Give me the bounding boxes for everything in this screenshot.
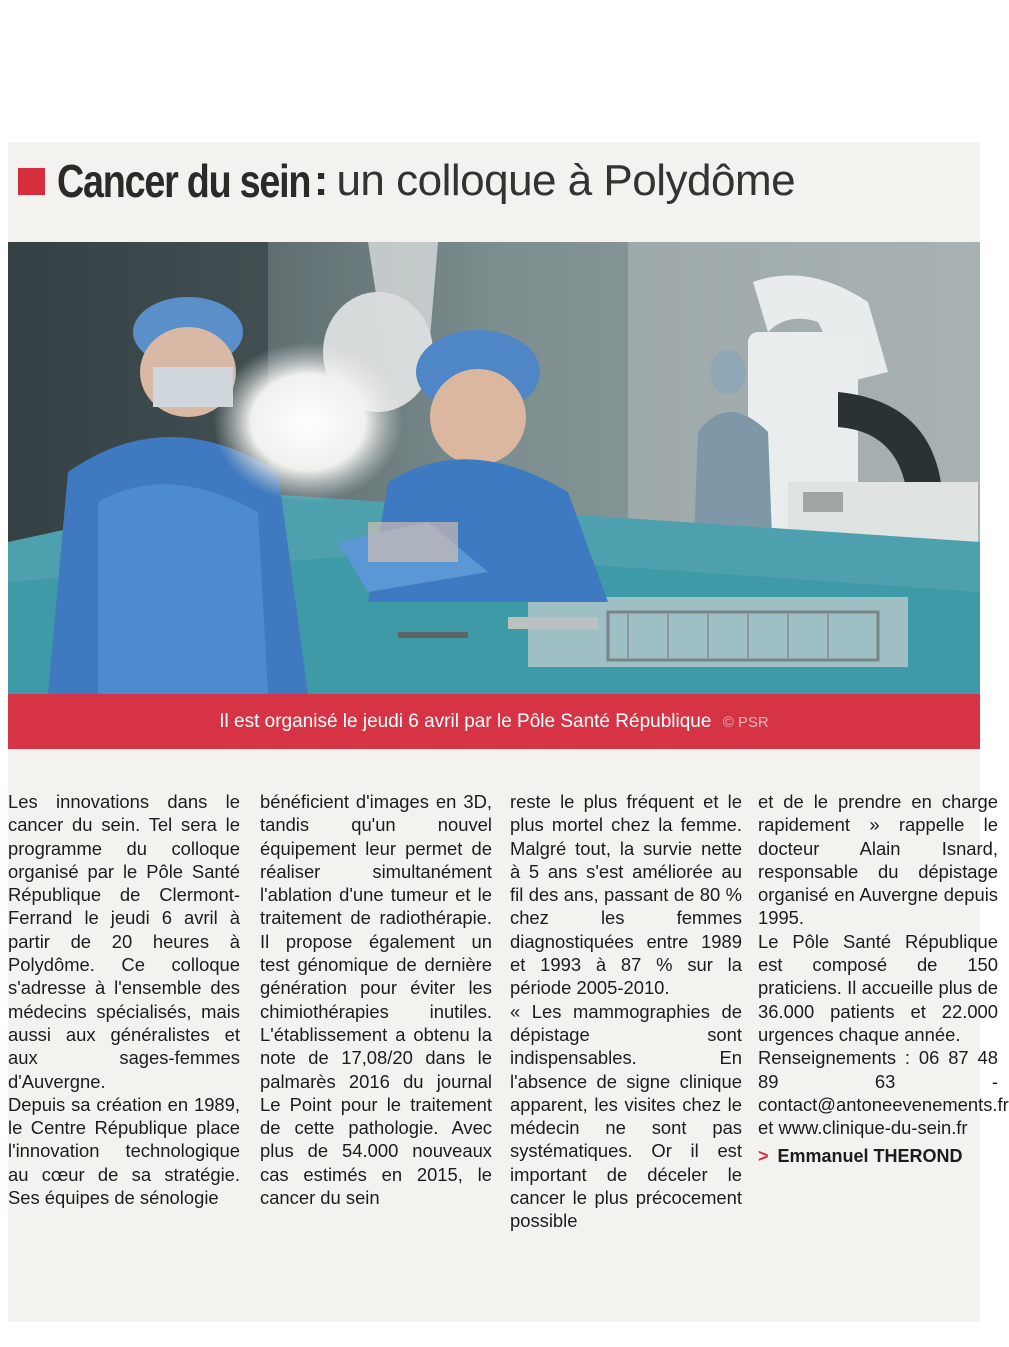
contact-info: Renseignements : 06 87 48 89 63 - contact@antoneevenements.fr et www.clinique-du-sein.fr	[758, 1047, 1009, 1139]
headline	[18, 148, 980, 214]
photo-credit: © PSR	[722, 714, 769, 731]
paragraph: bénéficient d'images en 3D, tandis qu'un nouvel équipement leur permet de réaliser simultanément l'ablation d'une tumeur et le traitement de radiothérapie. Il propose également un test génomique de dernière génération pour éviter les chimiothérapies inutiles. L'établissement a obtenu la note de 17,08/20 dans le palmarès 2016 du journal Le Point pour le traitement de cette pathologie. Avec plus de 54.000 nouveaux cas estimés en 2015, le cancer du sein	[260, 791, 492, 1209]
photo-caption	[8, 694, 980, 749]
article-column-3	[510, 790, 742, 1233]
paragraph: « Les mammographies de dépistage sont indispensables. En l'absence de signe clinique apparent, les visites chez le médecin ne sont pas systématiques. Or il est important de déceler le cancer le plus précocement possible	[510, 1000, 742, 1232]
signature-marker: >	[758, 1146, 769, 1167]
newspaper-clipping	[8, 142, 1009, 1322]
red-square-icon	[18, 168, 45, 195]
caption-text: Il est organisé le jeudi 6 avril par le Pôle Santé République	[219, 711, 712, 732]
paragraph: Le Pôle Santé République est composé de 150 praticiens. Il accueille plus de 36.000 patients et 22.000 urgences chaque année.	[758, 930, 998, 1045]
headline-bold: Cancer du sein	[57, 155, 311, 207]
paragraph: et de le prendre en charge rapidement » rappelle le docteur Alain Isnard, responsable du dépistage organisé en Auvergne depuis 1995.	[758, 791, 998, 929]
paragraph: reste le plus fréquent et le plus mortel chez la femme. Malgré tout, la survie nette à 5 ans s'est améliorée au fil des ans, passant de 80 % chez les femmes diagnostiquées entre 1989 et 1993 à 87 % sur la période 2005-2010.	[510, 791, 742, 999]
article-column-1	[8, 790, 240, 1209]
article-body	[8, 790, 1009, 1240]
paragraph: Depuis sa création en 1989, le Centre République place l'innovation technologique au cœur de sa stratégie. Ses équipes de sénologie	[8, 1093, 240, 1209]
headline-colon: :	[313, 156, 329, 205]
paragraph: Les innovations dans le cancer du sein. Tel sera le programme du colloque organisé par le Pôle Santé République de Clermont-Ferrand le jeudi 6 avril à partir de 20 heures à Polydôme. Ce colloque s'adresse à l'ensemble des médecins spécialisés, mais aussi aux généralistes et aux sages-femmes d'Auvergne.	[8, 791, 240, 1092]
author-signature	[758, 1145, 998, 1168]
author-name: Emmanuel THEROND	[777, 1146, 963, 1167]
article-column-4	[758, 790, 1009, 1169]
surgery-photo	[8, 242, 980, 694]
article-column-2	[260, 790, 492, 1209]
surgery-illustration	[8, 242, 980, 694]
headline-light: un colloque à Polydôme	[336, 156, 796, 205]
